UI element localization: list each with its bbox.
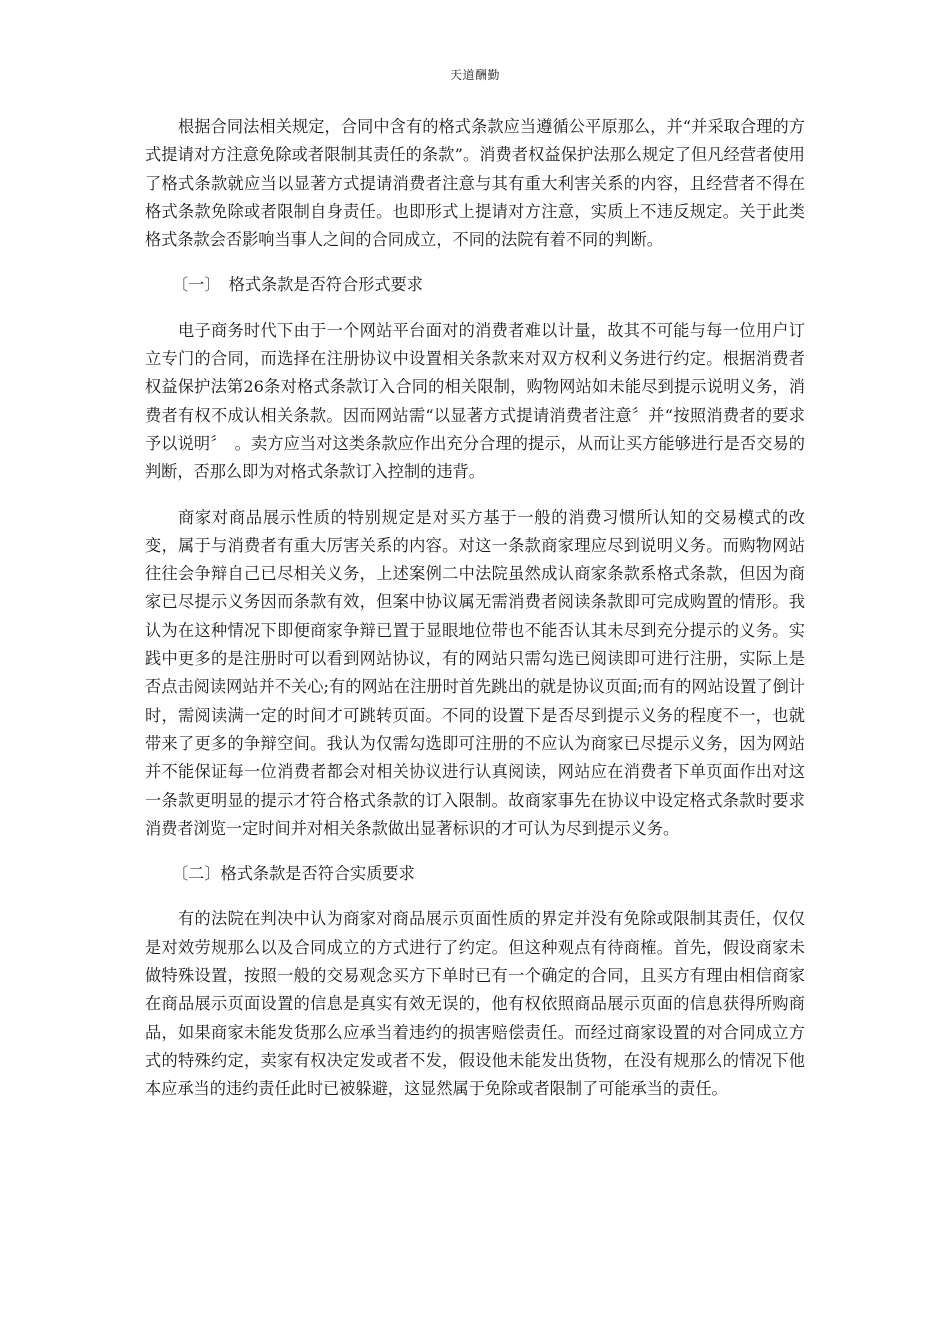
paragraph-2: 电子商务时代下由于一个网站平台面对的消费者难以计量，故其不可能与每一位用户订立专门的合同，而选择在注册协议中设置相关条款来对双方权利义务进行约定。根据消费者权益保护法第26条对格式条款订入合同的相关限制，购物网站如未能尽到提示说明义务，消费者有权不成认相关条款。因而网站需“以显著方式提请消费者注意〞并“按照消费者的要求予以说明〞 。卖方应当对这类条款应作出充分合理的提示，从而让买方能够进行是否交易的判断，否那么即为对格式条款订入控制的违背。 [145,320,805,482]
section-heading-2: 〔二〕格式条款是否符合实质要求 [172,864,415,884]
document-body [145,113,805,1104]
paragraph-3: 商家对商品展示性质的特别规定是对买方基于一般的消费习惯所认知的交易模式的改变，属于与消费者有重大厉害关系的内容。对这一条款商家理应尽到说明义务。而购物网站往往会争辩自己已尽相关义务，上述案例二中法院虽然成认商家条款系格式条款，但因为商家已尽提示义务因而条款有效，但案中协议属无需消费者阅读条款即可完成购置的情形。我认为在这种情况下即便商家争辩已置于显眼地位带也不能否认其未尽到充分提示的义务。实践中更多的是注册时可以看到网站协议，有的网站只需勾选已阅读即可进行注册，实际上是否点击阅读网站并不关心;有的网站在注册时首先跳出的就是协议页面;而有的网站设置了倒计时，需阅读满一定的时间才可跳转页面。不同的设置下是否尽到提示义务的程度不一，也就带来了更多的争辩空间。我认为仅需勾选即可注册的不应认为商家已尽提示义务，因为网站并不能保证每一位消费者都会对相关协议进行认真阅读，网站应在消费者下单页面作出对这一条款更明显的提示才符合格式条款的订入限制。故商家事先在协议中设定格式条款时要求消费者浏览一定时间并对相关条款做出显著标识的才可认为尽到提示义务。 [145,507,805,838]
paragraph-4: 有的法院在判决中认为商家对商品展示页面性质的界定并没有免除或限制其责任，仅仅是对效劳规那么以及合同成立的方式进行了约定。但这种观点有待商榷。首先，假设商家未做特殊设置，按照一般的交易观念买方下单时已有一个确定的合同，且买方有理由相信商家在商品展示页面设置的信息是真实有效无误的，他有权依照商品展示页面的信息获得所购商品，如果商家未能发货那么应承当着违约的损害赔偿责任。而经过商家设置的对合同成立方式的特殊约定，卖家有权决定发或者不发，假设他未能发出货物，在没有规那么的情况下他本应承当的违约责任此时已被躲避，这显然属于免除或者限制了可能承当的责任。 [145,909,805,1099]
section-heading-1: 〔一〕 格式条款是否符合形式要求 [172,275,423,295]
page-header: 天道酬勤 [449,68,500,82]
paragraph-1: 根据合同法相关规定，合同中含有的格式条款应当遵循公平原那么，并“并采取合理的方式提请对方注意免除或者限制其责任的条款”。消费者权益保护法那么规定了但凡经营者使用了格式条款就应当以显著方式提请消费者注意与其有重大利害关系的内容，且经营者不得在格式条款免除或者限制自身责任。也即形式上提请对方注意，实质上不违反规定。关于此类格式条款会否影响当事人之间的合同成立，不同的法院有着不同的判断。 [145,117,805,250]
